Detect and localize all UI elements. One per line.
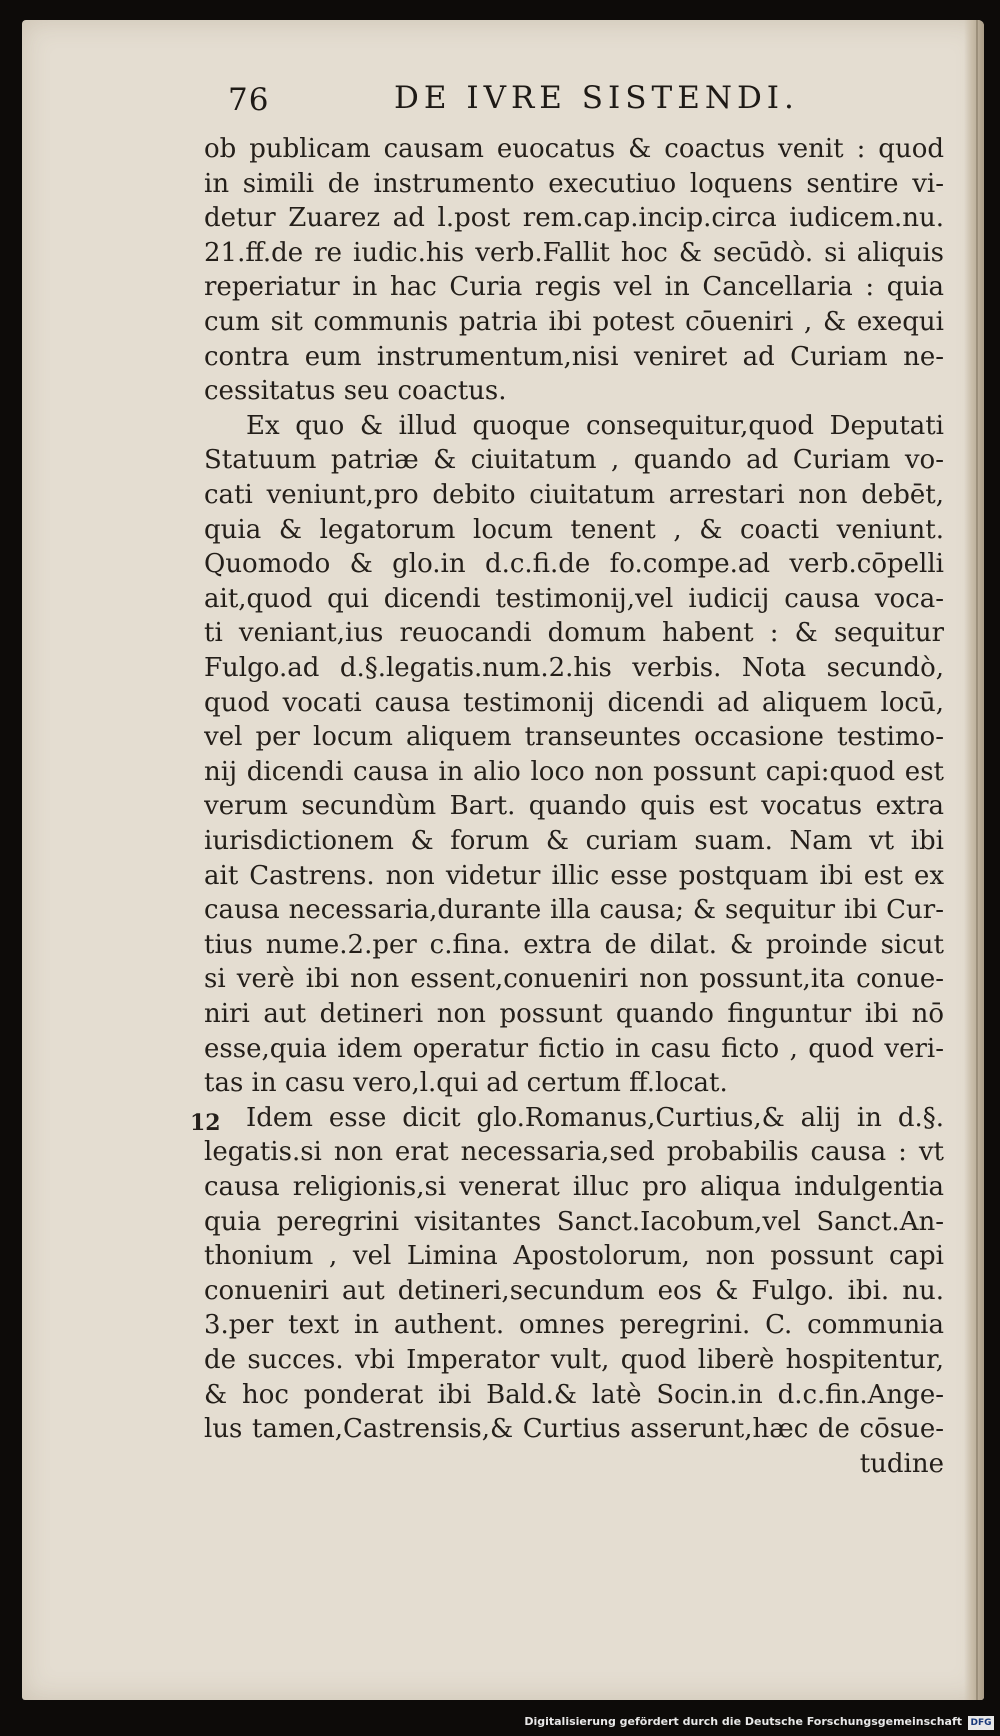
text-line: ti veniant,ius reuocandi domum habent : & sequitur — [204, 618, 944, 649]
text-line: reperiatur in hac Curia regis vel in Cancellaria : quia — [204, 272, 944, 303]
text-line: contra eum instrumentum,nisi veniret ad Curiam ne- — [204, 341, 944, 372]
text-line: cati veniunt,pro debito ciuitatum arrestari non debēt, — [204, 480, 944, 510]
text-line: si verè ibi non essent,conueniri non possunt,ita conue- — [204, 964, 944, 995]
text-line: Fulgo.ad d.§.legatis.num.2.his verbis. Nota secundò, — [204, 653, 944, 683]
text-line: iurisdictionem & forum & curiam suam. Nam vt ibi — [204, 826, 944, 856]
text-line: Idem esse dicit glo.Romanus,Curtius,& alij in d.§. — [246, 1102, 944, 1133]
text-line: 3.per text in authent. omnes peregrini. C. communia — [204, 1310, 944, 1341]
page-edge-shadow — [964, 20, 984, 1700]
page-number: 76 — [228, 82, 270, 118]
text-line: quia peregrini visitantes Sanct.Iacobum,vel Sanct.An- — [204, 1206, 944, 1237]
text-line: niri aut detineri non possunt quando finguntur ibi nō — [204, 999, 944, 1029]
text-line: cessitatus seu coactus. — [204, 376, 507, 407]
text-line: 21.ff.de re iudic.his verb.Fallit hoc & secūdò. si aliquis — [204, 237, 944, 268]
marginal-number: 12 — [190, 1110, 221, 1136]
text-line: Statuum patriæ & ciuitatum , quando ad Curiam vo- — [204, 445, 944, 476]
text-line: tius nume.2.per c.fina. extra de dilat. & proinde sicut — [204, 929, 944, 960]
text-line: conueniri aut detineri,secundum eos & Fulgo. ibi. nu. — [204, 1275, 944, 1306]
text-line: tas in casu vero,l.qui ad certum ff.locat. — [204, 1068, 728, 1099]
text-line: ob publicam causam euocatus & coactus venit : quod — [204, 134, 944, 164]
text-line: ait,quod qui dicendi testimonij,vel iudicij causa voca- — [204, 583, 944, 614]
text-line: vel per locum aliquem transeuntes occasione testimo- — [204, 722, 944, 753]
text-line: Ex quo & illud quoque consequitur,quod Deputati — [246, 410, 944, 441]
text-line: Quomodo & glo.in d.c.fi.de fo.compe.ad verb.cōpelli — [204, 549, 944, 580]
text-line: verum secundùm Bart. quando quis est vocatus extra — [204, 791, 944, 822]
text-line: esse,quia idem operatur fictio in casu ficto , quod veri- — [204, 1033, 944, 1064]
dfg-logo: DFG — [968, 1716, 994, 1730]
text-line: ait Castrens. non videtur illic esse postquam ibi est ex — [204, 860, 944, 891]
text-line: nij dicendi causa in alio loco non possunt capi:quod est — [204, 756, 944, 787]
running-head: DE IVRE SISTENDI. — [394, 80, 799, 116]
text-line: quod vocati causa testimonij dicendi ad aliquem locū, — [204, 687, 944, 718]
text-line: quia & legatorum locum tenent , & coacti veniunt. — [204, 514, 944, 545]
digitization-credit: Digitalisierung gefördert durch die Deutsche Forschungsgemeinschaft — [524, 1715, 962, 1728]
text-line: & hoc ponderat ibi Bald.& latè Socin.in d.c.fin.Ange- — [204, 1379, 944, 1410]
text-line: in simili de instrumento executiuo loquens sentire vi- — [204, 168, 944, 199]
text-line: cum sit communis patria ibi potest cōueniri , & exequi — [204, 307, 944, 337]
text-line: thonium , vel Limina Apostolorum, non possunt capi — [204, 1241, 944, 1272]
text-line: lus tamen,Castrensis,& Curtius asserunt,hæc de cōsue- — [204, 1414, 944, 1445]
text-line: detur Zuarez ad l.post rem.cap.incip.circa iudicem.nu. — [204, 203, 944, 234]
text-line: de succes. vbi Imperator vult, quod liberè hospitentur, — [204, 1345, 944, 1375]
text-line: tudine — [859, 1448, 944, 1479]
page-edge-line — [976, 20, 978, 1700]
text-line: causa religionis,si venerat illuc pro aliqua indulgentia — [204, 1172, 944, 1202]
page-header — [228, 76, 828, 126]
text-line: causa necessaria,durante illa causa; & sequitur ibi Cur- — [204, 895, 944, 926]
text-line: legatis.si non erat necessaria,sed probabilis causa : vt — [204, 1137, 944, 1168]
